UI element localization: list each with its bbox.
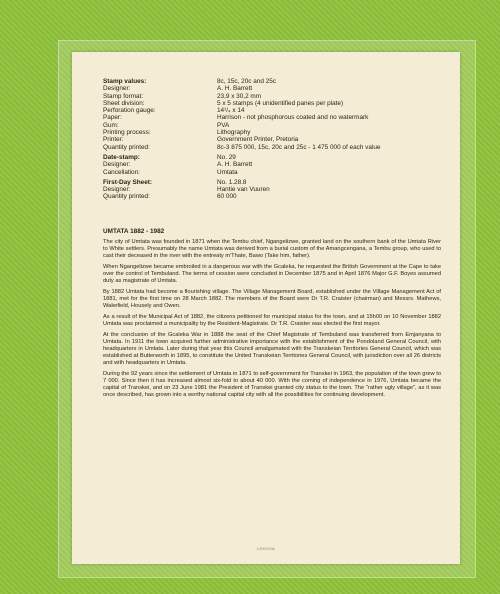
detail-label: Sheet division: (103, 99, 145, 107)
detail-row (103, 161, 442, 168)
detail-row (103, 193, 442, 200)
detail-label: Designer: (103, 85, 131, 93)
detail-value: 8c, 15c, 20c and 25c (217, 78, 276, 85)
detail-label: Perforation gauge: (103, 107, 156, 115)
stamp-values-group (103, 78, 442, 151)
detail-value: Government Printer, Pretoria (217, 136, 299, 144)
article-paragraph: During the 92 years since the settlement of Umtata in 1871 to self-government for Transkei in 1963, the population of the town grew to 7 000. Since then it has increased almost six-fold to about 40 000. With the coming of independence in 1976, Umtata became the capital of Transkei, and on 23 June 1981 the President of Transkei granted city status to the town. The "rather ugly village", as it was once described, has grown into a worthy national capital city with all the possibilities for continuing development. (103, 371, 441, 398)
detail-row (103, 114, 442, 121)
detail-value: No. 29 (217, 153, 236, 161)
article-paragraph: The city of Umtata was founded in 1871 when the Tembu chief, Ngangelizwe, granted land on the southern bank of the Umtata River to White settlers. Presumably the name Umtata was derived from a burial custom of the Amangcengana, a Tembu group, who used to cast their deceased in the river with the entreaty m'Thate, Bawo (Take him, father). (103, 239, 441, 259)
detail-row (103, 154, 442, 161)
detail-label: Designer: (103, 186, 131, 194)
detail-value: A. H. Barrett (217, 85, 253, 93)
detail-value: Hantie van Vuuren (217, 186, 270, 194)
printer-imprint: LEKHOA (256, 546, 276, 551)
detail-label: Printer: (103, 136, 124, 144)
detail-label: Designer: (103, 161, 131, 169)
detail-value: No. 1.28.8 (217, 178, 247, 186)
stamp-details (103, 78, 442, 204)
first-day-sheet-group (103, 179, 442, 201)
date-stamp-group (103, 154, 442, 176)
detail-label: Stamp values: (103, 78, 147, 85)
detail-value: A. H. Barrett (217, 161, 253, 169)
detail-value: 5 x 5 stamps (4 unidentified panes per plate) (217, 99, 344, 107)
detail-row (103, 129, 442, 136)
information-sheet (72, 52, 460, 564)
detail-label: Quantity printed: (103, 193, 150, 201)
article-paragraph: At the conclusion of the Gcaleka War in 1888 the seat of the Chief Magistrate of Tembuland was transferred from Emjanyana to Umtata. In 1911 the town acquired further administrative importance with the establishment of the Pondoland General Council, with headquarters in Umtata. Later during that year this Council amalgamated with the Transkeian Territories General Council, which was established at Butterworth in 1895, to constitute the United Transkeian Territories General Council, with jurisdiction over all 26 districts and with headquarters in Umtata. (103, 332, 441, 366)
detail-value: Umtata (217, 168, 238, 176)
detail-value: Lithography (217, 129, 251, 137)
detail-label: Stamp format: (103, 92, 144, 100)
article (103, 228, 441, 403)
detail-label: Quantity printed: (103, 143, 150, 151)
detail-label: Cancellation: (103, 168, 140, 176)
detail-value: 23,9 x 30,2 mm (217, 92, 262, 100)
detail-row (103, 93, 442, 100)
detail-row (103, 186, 442, 193)
detail-row (103, 100, 442, 107)
detail-label: Gum: (103, 121, 119, 129)
detail-row (103, 78, 442, 85)
detail-row (103, 85, 442, 92)
detail-value: 8c-3 875 000, 15c, 20c and 25c - 1 475 000 of each value (217, 143, 381, 151)
article-title: UMTATA 1882 - 1982 (103, 228, 165, 235)
article-paragraph: When Ngangelizwe became embroiled in a dangerous war with the Gcaleka, he requested the British Government at the Cape to take over the control of Tembuland. The terms of cession were concluded in December 1875 and in April 1876 Major G.F. Boyes assumed duty as magistrate of Umtata. (103, 264, 441, 284)
detail-value: 14¹/₄ x 14 (217, 107, 245, 115)
article-paragraph: By 1882 Umtata had become a flourishing village. The Village Management Board, established under the Village Management Act of 1881, met for the first time on 28 March 1882. The members of the Board were Dr T.R. Craister (chairman) and Messrs. Mathews, Wakefield, Housely and Owen. (103, 289, 441, 309)
detail-label: Date-stamp: (103, 153, 140, 161)
detail-row (103, 107, 442, 114)
detail-row (103, 122, 442, 129)
detail-label: First-Day Sheet: (103, 178, 153, 186)
detail-label: Paper: (103, 114, 122, 122)
detail-value: 60 000 (217, 193, 237, 201)
detail-label: Printing process: (103, 129, 151, 137)
article-paragraph: As a result of the Municipal Act of 1882, the citizens petitioned for municipal status for the town, and at 15h00 on 10 November 1882 Umtata was proclaimed a municipality by the Resident-Magistrate. Dr T.R. Craister was elected the first mayor. (103, 314, 441, 327)
detail-value: PVA (217, 121, 230, 129)
detail-value: Harrison - not phosphorous coated and no watermark (217, 114, 369, 122)
detail-row (103, 169, 442, 176)
detail-row (103, 136, 442, 143)
detail-row (103, 179, 442, 186)
detail-row (103, 144, 442, 151)
